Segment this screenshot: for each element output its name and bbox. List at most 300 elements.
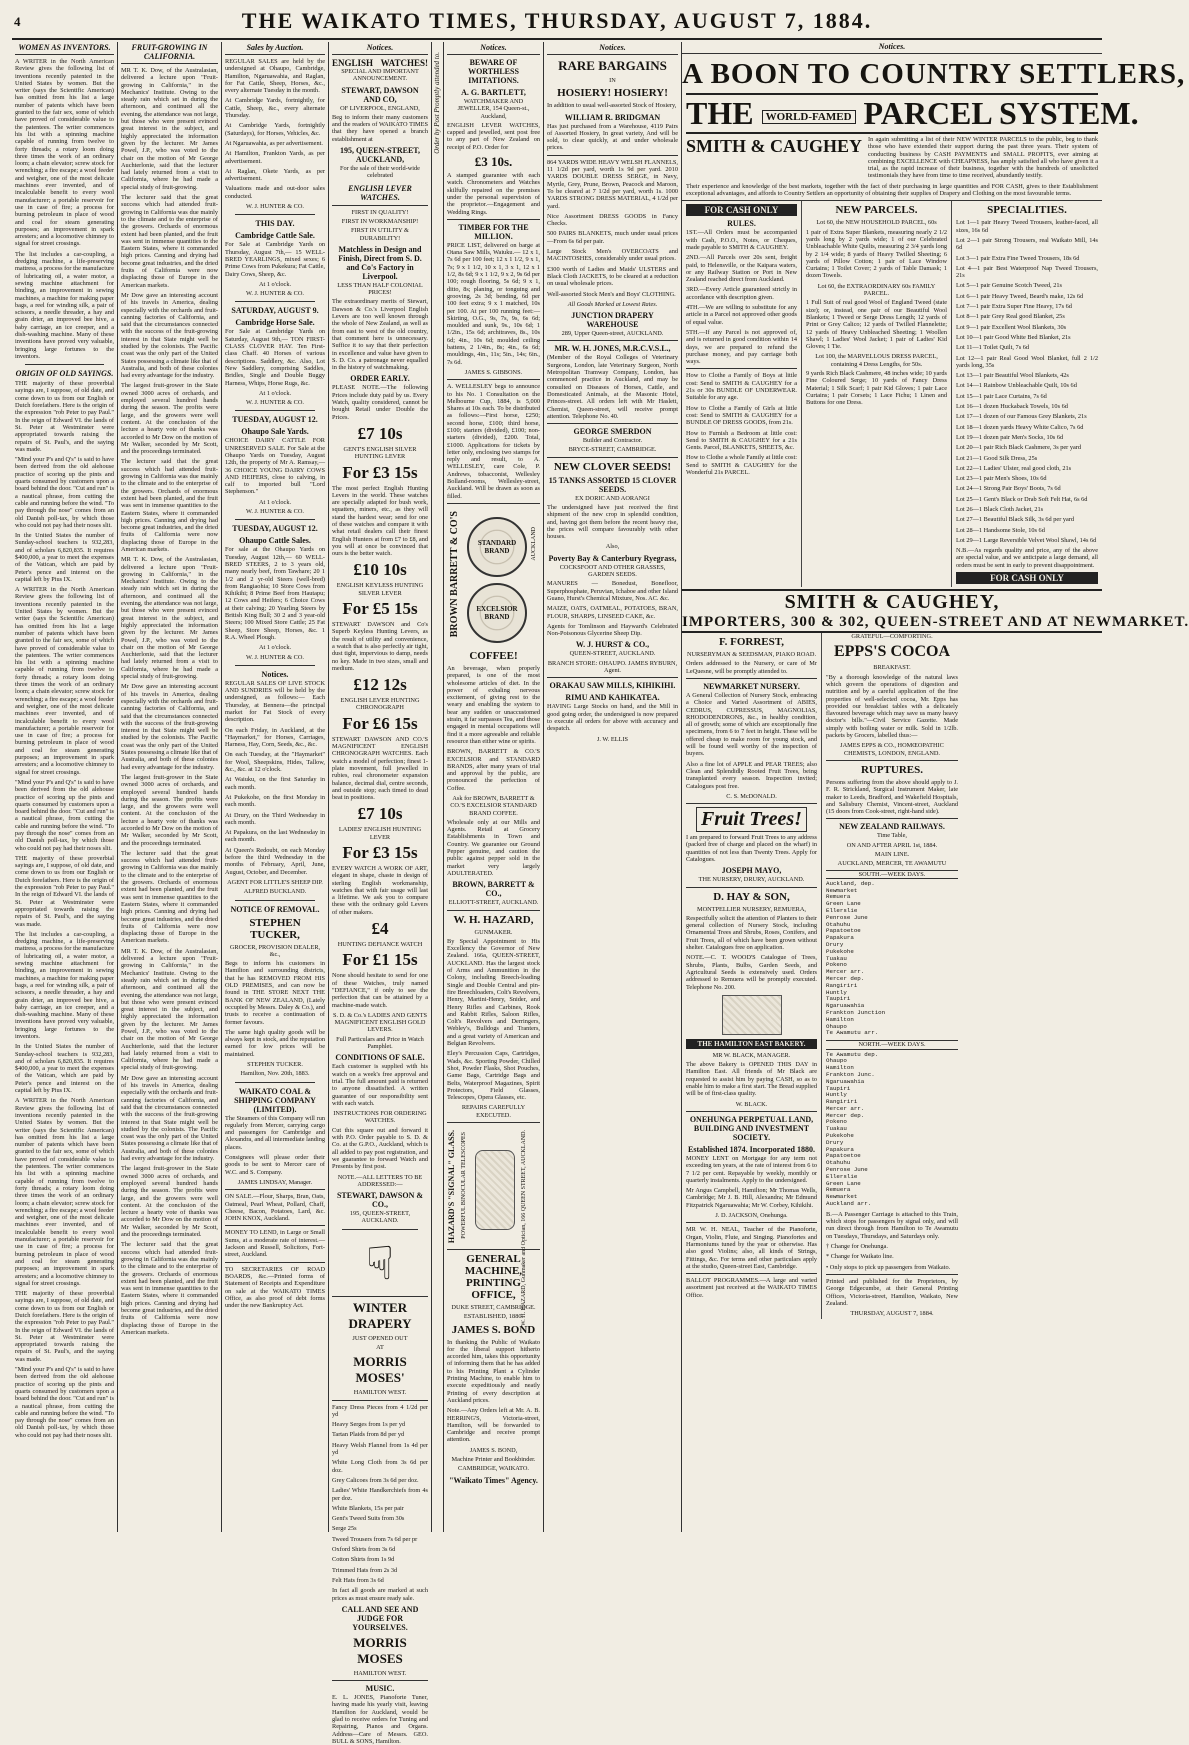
article-heading: WOMEN AS INVENTORS. <box>15 42 114 55</box>
divider <box>447 1122 540 1123</box>
timetable-station: Pokeno <box>826 961 847 969</box>
price-now: For £3 15s <box>342 462 418 482</box>
timetable-station: Drury <box>826 941 844 949</box>
firm-city-vertical: AUCKLAND <box>531 526 537 561</box>
printer-signature: JAMES S. BOND, <box>469 1446 518 1454</box>
signal-glass-vertical: HAZARD'S "SIGNAL" GLASS. <box>447 1129 456 1244</box>
ad-text: BROWN, BARRETT & CO.'S EXCELSIOR and STANDARD BRANDS, after many years of trial and approval by the public, are pronounced the perfection of Coffee. <box>447 748 540 792</box>
article-paragraph: The largest fruit-grower in the State owned 3000 acres of orchards, and employed several hundred hands during the season. The profits were large, and the growers were well content. At the conclusion of the lecture a hearty vote of thanks was accorded to Mr Dow on the motion of Mr Walker, seconded by Mr Scott, and the proceedings terminated. <box>121 773 218 847</box>
ad-text: REGULAR SALES OF LIVE STOCK AND SUNDRIES will be held by the undersigned, as follows:— Each Thursday, at Bennera—the principal market for Fat Stock of every description. <box>225 679 325 724</box>
ad-text: Nice Assortment DRESS GOODS in Fancy Checks. <box>547 212 678 228</box>
nursery-address: MONTPELLIER NURSERY, REMUERA, <box>696 905 807 913</box>
parcel-items: 9 yards Rich Black Cashmere, 48 inches wide; 10 yards Fine Coloured Serge; 10 yards of Fancy Dress Material; 1 Silk Scarf; 1 pair Kid Gloves; 1 pair Lace Curtains; 1 pair Corsets; 1 Lace Fichu; 1 Linen and Buttons for one Dress. <box>806 370 947 407</box>
speciality-item: Lot 27—1 Beautiful Black Silk, 3s 6d per yard <box>956 516 1075 524</box>
warehouse-name: JUNCTION DRAPERY WAREHOUSE <box>571 311 654 330</box>
ad-text: Agents for Tomlinson and Hayward's Celebrated Non-Poisonous Glycerine Sheep Dip. <box>547 622 678 638</box>
timetable-note: † Change for Onehunga. <box>826 1243 888 1251</box>
auctioneer-signature: W. J. HUNTER & CO. <box>245 399 304 407</box>
firm-address: IMPORTERS, 300 & 302, QUEEN-STREET AND AT NEWMARKET. <box>682 614 1189 631</box>
store-name: MORRIS MOSES <box>353 1634 407 1666</box>
price-list-item: Heavy Serges from 1s per yd <box>332 1421 406 1429</box>
speciality-item: Lot 23—1 pair Men's Shoes, 10s 6d <box>956 475 1047 483</box>
ad-text: At Queen's Redoubt, on each Monday before the third Wednesday in the months of February, April, June, August, October, and December. <box>225 846 325 876</box>
sale-day: TUESDAY, AUGUST 12. <box>232 524 318 534</box>
article-paragraph: The list includes a car-coupling, a dredging machine, a life-preserving mattress, a process for the manufacture of lubricating oil, a water motor, a sewing machine attachment for binding, an improvement in sewing machines, a machine for making paper bags, a reel for winding silk, a pair of scissors, a needle threader, a hay and grain drier, an improved bee hive, a baby carriage, an ice creeper, and a dish-washing machine. Many of these inventions have proved very valuable, bringing large fortunes to the inventors. <box>15 250 114 360</box>
auctioneer-signature: W. J. HUNTER & CO. <box>245 290 304 298</box>
price: £3 10s. <box>474 154 513 170</box>
divider <box>342 1229 418 1230</box>
timetable-station: Mercer arr. <box>826 968 865 976</box>
speciality-item: Lot 24—1 Strong Pair Boys' Boots, 7s 6d <box>956 485 1061 493</box>
ad-text: In addition to usual well-assorted Stock of Hosiery, <box>547 102 677 110</box>
timetable-station: Ngaruawahia <box>826 1077 865 1085</box>
article-paragraph: THE majority of these proverbial sayings are, I suppose, of old date, and come down to us from our English or Dutch forefathers. Here is the origin of the expression "rob Peter to pay Paul." In the reign of Edward VI. the lands of St. Peter at Westminster were appropriated towards raising the repairs of St. Paul's, and the saying was made. <box>15 1290 114 1363</box>
notice-heading: NOTICE OF REMOVAL. <box>230 904 320 914</box>
printer-name: JAMES S. BOND <box>451 1323 536 1336</box>
ad-text: Respectfully solicit the attention of Planters to their general collection of Nursery Stock, including Ornamental Trees and Shrubs, Roses, Conifers, and Fruit Trees, all of which have been grown without shelter. Catalogues free on application. <box>686 914 817 952</box>
timetable-station: Mercer dep. <box>826 1111 865 1119</box>
divider <box>235 519 315 520</box>
article-paragraph: "Mind your P's and Q's" is said to have been derived from the old alehouse practice of scoring up the pints and quarts consumed by customers upon a board behind the door. "Cut and run" is a nautical phrase, from cutting the cable and running before the wind. "To pay through the nose" comes from an old Danish poll-tax, by which those who could not pay had their noses slit. <box>15 456 114 529</box>
firm-name: W. J. HURST & CO., <box>575 640 650 650</box>
speciality-item: Lot 13—1 pair Beautiful Wool Blankets, 42s <box>956 372 1069 380</box>
ad-text: The above Bakery is OPENED THIS DAY in Hamilton East. All friends of Mr Black are requested to assist him by paying CASH, so as to enable him to make a first start. The Bread supplied will be of first-class quality. <box>686 1061 817 1098</box>
price-list-item: White Blankets, 15s per pair <box>332 1504 404 1512</box>
price-list-item: Ladies' White Handkerchiefs from 4s per doz. <box>332 1487 428 1502</box>
instructions-heading: INSTRUCTIONS FOR ORDERING WATCHES. <box>333 1110 427 1125</box>
ad-text: EVERY WATCH A WORK OF ART, elegant in shape, chaste in design of sterling English workmanship, watches that with fair usage will last a lifetime. We ask you to compare these with the ordinary gold Levers of other makers. <box>332 865 428 916</box>
article-paragraph: MR T. K. Dow, of the Australasian, delivered a lecture upon "Fruit-growing in California," in the Mechanics' Institute. Owing to the steady rain which set in during the afternoon, and continued all the evening, the attendance was not large, but those who were present evinced great interest in the subject, and highly appreciated the information given by the lecturer. Mr James Powel, J.P., who was voted to the chair on the motion of Mr George Auchterlonie, said that the lecturer had lately returned from a visit to California, where he had made a special study of fruit-growing. <box>121 947 218 1072</box>
speciality-item: Lot 28—1 Handsome Stole, 10s 6d <box>956 526 1045 534</box>
price-list-item: Tartan Plaids from 8d per yd <box>332 1431 405 1439</box>
price-was: £7 10s <box>357 423 403 443</box>
specialities-column <box>952 201 1102 587</box>
sawmill-signature: J. W. ELLIS <box>596 735 629 743</box>
article-paragraph: "Mind your P's and Q's" is said to have been derived from the old alehouse practice of scoring up the pints and quarts consumed by customers upon a board behind the door. "Cut and run" is a nautical phrase, from cutting the cable and running before the wind. "To pay through the nose" comes from an old Danish poll-tax, by which those who could not pay had their noses slit. <box>15 778 114 852</box>
section-heading: Notices. <box>332 42 428 55</box>
divider <box>547 340 678 341</box>
divider <box>547 677 678 678</box>
auctioneer-signature: W. J. HUNTER & CO. <box>245 508 304 516</box>
notice-heading: WAIKATO COAL & SHIPPING COMPANY (LIMITED). <box>234 1086 316 1114</box>
parcel-items: 1 pair of Extra Super Blankets, measuring nearly 2 1/2 yards long by 2 yards wide; 1 of our Celebrated Unbleachable White Quilts, measuring 2 3/4 yards long by 2 1/4 wide; 8 yards of Heavy Twilled Sheeting; 6 yards of Pillow Cotton; 1 pair of Lace Window Curtains; 1 Toilet Cover; 2 yards of Table Damask; 1 dozen Towels. <box>806 228 947 280</box>
epps-tagline: GRATEFUL—COMFORTING. <box>851 633 933 641</box>
ad-text: TO SECRETARIES OF ROAD BOARDS, &c.—Printed forms of Statement of Receipts and Expenditure on sale at the WAIKATO TIMES Office, as also proof of debt forms under the new Bankruptcy Act. <box>225 1265 325 1310</box>
ad-call: CALL AND SEE AND JUDGE FOR YOURSELVES. <box>341 1604 419 1632</box>
ad-text: Eley's Percussion Caps, Cartridges, Wads, &c. Sporting Powder, Chilled Shot, Powder Flasks, Shot Pouches, Game Bags, Cartridge Bags and Belts, Waterproof Magazines, Spirit Protectors, Field Glasses, Telescopes, Opera Glasses, etc. <box>447 1050 540 1102</box>
ad-text: By Special Appointment to His Excellency the Governor of New Zealand. 166a, QUEEN-STREET, AUCKLAND. Has the largest stock of Arms and Ammunition in the Colony, including Breech-loading Single and Double Central and pin-fire Breechloaders, Colt's Revolvers, Henry, Martini-Henry, Snider, and Henry Rifles and Carbines, Rook and Rabbit Rifles, Saloon Rifles, Colt's Revolvers and Derringers, Webley's, Bulldogs and Tranters, and a great variety of American and Belgian Revolvers. <box>447 937 540 1048</box>
ad-text: Ask for BROWN, BARRETT & CO.'S EXCELSIOR STANDARD BRAND COFFEE. <box>450 795 537 817</box>
coffee-ad-seals <box>447 507 540 647</box>
ad-text: In again submitting a list of their NEW WINTER PARCELS to the public, beg to thank those who have extended their support during the past three years. Their system of conducting business by CASH PAYMENTS and SMALL PROFITS, ever aiming at combining EXCELLENCE with CHEAPNESS, has amply satisfied all who have given it a trial, as the rapid increase of their business, together with the hundreds of unsolicited testimonials they have from time to time received, abundantly testify. <box>868 136 1098 180</box>
divider <box>225 1189 325 1190</box>
article-paragraph: The lecturer said that the great success which had attended fruit-growing in California was due mainly to the climate and to the enterprise of the growers. Orchards of enormous extent had been planted, and the fruit was sent in immense quantities to the Eastern States, where it commanded high prices. Canning and drying had become great industries, and the dried fruits of California were now displacing those of Europe in the American markets. <box>121 458 218 553</box>
firm-name: BROWN, BARRETT & CO., <box>452 880 535 899</box>
divider <box>826 818 958 819</box>
divider <box>25 364 104 365</box>
timetable-station: Newmarket <box>826 1193 858 1201</box>
rupture-heading: RUPTURES. <box>860 763 924 776</box>
timetable-station: Mercer dep. <box>826 975 865 983</box>
store-location: HAMILTON WEST. <box>353 1389 407 1397</box>
rule-item: 1ST.—All Orders must be accompanied with Cash, P.O.O., Notes, or Cheques, made payable to SMITH & CAUGHEY. <box>686 229 797 251</box>
timetable-station: Green Lane <box>826 1179 861 1187</box>
ad-text: For the sale of their world-wide celebrated <box>340 165 420 180</box>
timetable-station: Taupiri <box>826 1084 851 1092</box>
ad-text: Consignees will please order their goods to be sent to Mercer care of W.C. and S. Company. <box>225 1154 325 1176</box>
timetable-station: Rangiriri <box>826 981 858 989</box>
timetable-station: Remuera <box>826 893 851 901</box>
ad-headline: HOSIERY! HOSIERY! <box>557 87 668 100</box>
ad-text: "By a thorough knowledge of the natural laws which govern the operations of digestion and nutrition and by a careful application of the fine properties of well-selected cocoa, Mr. Epps has provided our breakfast tables with a delicately flavoured beverage which may save us many heavy doctor's bills."—Civil Service Gazette. Made simply with boiling water or milk. Sold in 1/2lb. packets by Grocers, labelled thus:— <box>826 673 958 740</box>
timetable-station: Penrose June <box>826 1166 868 1174</box>
epps-railway-column <box>822 633 962 1319</box>
divider <box>686 678 817 679</box>
auctioneer-signature: W. J. HUNTER & CO. <box>245 203 304 211</box>
divider <box>686 887 817 888</box>
timetable-station: Hamilton <box>826 1064 854 1072</box>
divider <box>235 410 315 411</box>
fruit-trees-heading: Fruit Trees! <box>696 807 807 832</box>
clover-tanks: 15 TANKS ASSORTED 15 CLOVER SEEDS. <box>548 475 677 494</box>
speciality-item: Lot 2—1 pair Strong Trousers, real Waikato Mill, 14s 6d <box>956 236 1098 252</box>
price-was: £12 12s <box>353 675 407 695</box>
divider <box>447 219 540 220</box>
timetable-station: Taupiri <box>826 995 851 1003</box>
divider <box>547 457 678 458</box>
article-paragraph: THE majority of these proverbial sayings are, I suppose, of old date, and come down to us from our English or Dutch forefathers. Here is the origin of the expression "rob Peter to pay Paul." In the reign of Edward VI. the lands of St. Peter at Westminster were appropriated towards raising the repairs of St. Paul's, and the saying was made. <box>15 380 114 453</box>
watch-ad-title: ENGLISH WATCHES! <box>332 58 428 68</box>
price-was: £4 <box>371 919 389 939</box>
ad-text: PRICE LIST, delivered on barge at Otana Saw Mills, Waiuku.— 12 x 1, 7s 6d per 100 feet; 12 x 1 1/2, 9 x 1, 7s; 9 x 1 1/2, 10 x 1, 3 x 1, 12 x 1 1/2, 8s 6d; 9 x 1 1/2, 9 x 2, 9s 6d per 100; rough flooring, 5s 6d; 9 x 1, ditto, 8s; planing, or tonguing and grooving, 2s 3d; bending, 6d per 100 feet extra; 9 x 1 matched, 10s per 100. At per 100 running feet:—Skirting, O.G., 9s, 7s, 9s, 6s 6d; moulded and sunk, 9s., 10s 6d; 1 1/2in., 15s 6d; architraves, 8s., 10s 6d; 4in., 10s 6d; moulded ceiling battens, 2 1/4in., 8s; 4in., 6s 6d; mouldings, 4in., 11s; 5in., 14s; 6in., 7s 6d. <box>447 241 540 366</box>
world-famed-badge: WORLD-FAMED <box>762 110 856 124</box>
speciality-item: Lot 5—1 pair Genuine Scotch Tweed, 21s <box>956 282 1062 290</box>
divider <box>686 1222 817 1223</box>
price-list-item: Serge 25s <box>332 1525 357 1533</box>
sawmill-heading: ORAKAU SAW MILLS, KIHIKIHI. <box>549 681 676 691</box>
ad-text: Has just purchased from a Warehouse, 4119 Pairs of Assorted Hosiery, In great variety, And will be sold, to clear quickly, at and under wholesale prices. <box>547 122 678 152</box>
store-location: HAMILTON WEST. <box>353 1669 407 1677</box>
timetable-station: Papakura <box>826 1145 854 1153</box>
order-heading: ORDER EARLY. <box>350 374 410 384</box>
article-paragraph: The lecturer said that the great success which had attended fruit-growing in California was due mainly to the climate and to the enterprise of the growers. Orchards of enormous extent had been planted, and the fruit was sent in immense quantities to the Eastern States, where it commanded high prices. Canning and drying had become great industries, and the dried fruits of California were now displacing those of Europe in the American markets. <box>121 849 218 945</box>
sale-time: At 1 o'clock. <box>258 389 292 397</box>
price-list-item: Cotton Shirts from 1s 9d <box>332 1556 395 1564</box>
parcel-columns <box>682 200 1102 587</box>
line-route: AUCKLAND, MERCER, TE AWAMUTU <box>837 860 947 868</box>
south-timetable <box>826 881 958 1037</box>
speciality-item: Lot 3—1 pair Extra Fine Tweed Trousers, 18s 6d <box>956 254 1080 262</box>
price-list-item: Trimmed Hats from 2s 3d <box>332 1566 398 1574</box>
ryegrass-line: Poverty Bay & Canterbury Ryegrass, <box>548 553 677 563</box>
column-2 <box>118 42 222 1532</box>
article-paragraph: Mr Dow gave an interesting account of his travels in America, dealing especially with the orchards and fruit-canning factories of California, and said that the circumstances connected with the success of the fruit-growing interest in that State might well be studied by the colonists. The Pacific coast was the only part of the United States possessing a climate like that of Australia, and both of these colonies had every advantage for the industry. <box>121 1074 218 1163</box>
divider <box>826 1274 958 1275</box>
importers-banner <box>682 589 1189 633</box>
timetable-station: Otahuhu <box>826 1159 851 1167</box>
builder-name: GEORGE SMERDON <box>573 427 652 437</box>
article-paragraph: A WRITER in the North American Review gives the following list of inventions recently patented in the United States by women. But the writer (says the Scientific American) has omitted from his list a large number of patents which have been granted to the fair sex, some of which have proved of considerable value to the patentees. The writer commences his list with a spinning machine capable of running from twelve to forty threads; a rotary loom doing three times the work of an ordinary loom; a chain elevator; screw stock for wrenching; a fire escape; a wool feeder and weigher, one of the most delicate machines ever invented, and of incalculable benefit to every wool manufacturer; a portable reservoir for use in case of fire; a process for burning petroleum in place of wood and coal for steam generating purposes; an improvement in spark arresters; and a locomotive chimney to signal for street crossings. <box>15 58 114 248</box>
speciality-item: Lot 12—1 pair Real Good Wool Blanket, full 2 1/2 yards long, 35s <box>956 354 1098 369</box>
nursery-heading: NEWMARKET NURSERY. <box>703 681 800 691</box>
divider <box>332 1296 428 1297</box>
timetable-station: Green Lane <box>826 900 861 908</box>
firm-address: ELLIOTT-STREET, AUCKLAND. <box>448 899 539 907</box>
bakery-illustration <box>722 995 782 1035</box>
ad-subline: AT <box>376 1343 384 1351</box>
sale-title: Cambridge Cattle Sale. <box>235 231 315 241</box>
column-3 <box>222 42 329 1532</box>
timetable-station: Huntly <box>826 1091 847 1099</box>
binoculars-illustration <box>475 1150 515 1230</box>
timetable-station: Papatoetoe <box>826 1152 861 1160</box>
timetable-title: Time Table, <box>877 832 907 840</box>
article-paragraph: The list includes a car-coupling, a dredging machine, a life-preserving mattress, a process for the manufacture of lubricating oil, a water motor, a sewing machine attachment for binding, an improvement in sewing machines, a machine for making paper bags, a reel for winding silk, a pair of scissors, a needle threader, a hay and grain drier, an improved bee hive, a baby carriage, an ice creeper, and a dish-washing machine. Many of these inventions have proved very valuable, bringing large fortunes to the inventors. <box>15 930 114 1040</box>
ad-text: MANURES — Bonedust, Bonefloor, Superphosphate, Peruvian, Ichaboe and other Island Guano, Hurst's Chemical Mixture, Nos. AC. &c. <box>547 580 678 602</box>
how-to-item: How to Clothe a Family of Girls at little cost: Send to SMITH & CAUGHEY for a BUNDLE OF DRESS GOODS, from 21s. <box>686 404 797 427</box>
printer-trade: Machine Printer and Bookbinder. <box>451 1456 536 1464</box>
ad-text: The Steamers of this Company will run regularly from Mercer, carrying cargo and passengers for Cambridge and Alexandra, and all intermediate landing places. <box>225 1114 325 1151</box>
ad-text: ENGLISH LEVER WATCHES, capped and jewelled, sent post free to any part of New Zealand on receipt of P.O. Order for <box>447 121 540 151</box>
standard-brand-seal: STANDARD BRAND <box>467 517 527 577</box>
divider <box>447 910 540 911</box>
parcel-items: 1 Full Suit of real good Wool of England Tweed (state size); or, instead, one pair of our Beautiful Wool Blankets; 1 Tweed or Serge Dress Length; 12 yards of Print or Grey Calico; 12 yards of Twilled Flannelette; 12 yards of Heavy Unbleached Sheeting; 1 Woollen Shawl; 1 Ladies' Wool Jacket; 1 pair of Ladies' Kid Gloves; 1 Tie. <box>806 299 947 351</box>
firm-address: QUEEN-STREET, AUCKLAND. <box>569 650 656 658</box>
sale-day: TUESDAY, AUGUST 12. <box>232 415 318 425</box>
price-list-item: Grey Calicoes from 3s 6d per doz. <box>332 1476 419 1484</box>
smith-caughey-intro <box>682 136 1102 183</box>
article-paragraph: THE majority of these proverbial sayings are, I suppose, of old date, and come down to us from our English or Dutch forefathers. Here is the origin of the expression "rob Peter to pay Paul." In the reign of Edward VI. the lands of St. Peter at Westminster were appropriated towards raising the repairs of St. Paul's, and the saying was made. <box>15 854 114 928</box>
epps-heading: EPPS'S COCOA <box>833 643 950 661</box>
timetable-station: Pukekohe <box>826 1132 854 1140</box>
conditions-heading: CONDITIONS OF SALE. <box>335 1053 425 1063</box>
price-now: For £5 15s <box>342 599 418 619</box>
speciality-item: Lot 11—1 Toilet Quilt, 7s 6d <box>956 344 1030 352</box>
article-paragraph: MR T. K. Dow, of the Australasian, delivered a lecture upon "Fruit-growing in California," in the Mechanics' Institute. Owing to the steady rain which set in during the afternoon, and continued all the evening, the attendance was not large, but those who were present evinced great interest in the subject, and highly appreciated the information given by the lecturer. Mr James Powel, J.P., who was voted to the chair on the motion of Mr George Auchterlonie, said that the lecturer had lately returned from a visit to California, where he had made a special study of fruit-growing. <box>121 67 218 191</box>
speciality-item: Lot 22—1 Ladies' Ulster, real good cloth, 21s <box>956 464 1072 472</box>
ad-text: (Member of the Royal Colleges of Veterinary Surgeons, London, late Veterinary Surgeon, North Metropolitan Tramway Company, London, has commenced practice in Auckland, and may be consulted on Diseases of Horses, Cattle, and Domesticated Animals, at the Masonic Hotel, Princes-street. All orders left with Mr Haslett, Chemist, Queen-street, will receive prompt attention. Telephone No. 40. <box>547 354 678 420</box>
nursery-name: D. HAY & SON, <box>713 890 790 903</box>
timetable-station: Ohaupo <box>826 1057 847 1065</box>
timetable-station: Rangiriri <box>826 1098 858 1106</box>
main-line: MAIN LINE. <box>874 851 910 858</box>
timetable-station: Te Awamutu arr. <box>826 1029 879 1037</box>
speciality-item: Lot 10—1 pair Good White Bed Blanket, 21s <box>956 333 1071 341</box>
firm-vertical: BROWN BARRETT & CO'S <box>449 510 460 638</box>
newspaper-title: THE WAIKATO TIMES, THURSDAY, AUGUST 7, 1884. <box>241 8 873 33</box>
binocular-label: POWERFUL BINOCULAR TELESCOPES <box>461 1131 467 1239</box>
ad-text: For Sale at Cambridge Yards on Saturday, August 9th,— TON FIRST-CLASS CLOVER HAY. Ten First-class Chaff. 40 Horses of various descriptions. Saddlery, &c. Also, Lot New Saddlery, comprising Saddles, Bridles, Single and Double Buggy Harness, Whips, Horse Rugs, &c. <box>225 328 325 387</box>
nursery-address: THE NURSERY, DRURY, AUCKLAND. <box>698 876 805 884</box>
merchant-name: A. G. BARTLETT, <box>461 88 526 97</box>
masthead <box>12 6 1102 40</box>
timetable-note: * Change for Waikato line. <box>826 1253 894 1261</box>
divider <box>235 214 315 215</box>
announcement: SPECIAL AND IMPORTANT ANNOUNCEMENT. <box>341 68 419 83</box>
timetable-station: Auckland arr. <box>826 1200 872 1208</box>
section-heading: Notices. <box>261 669 289 679</box>
firm-address: 195, QUEEN-STREET, AUCKLAND. <box>349 1210 411 1225</box>
merchant-signature: JAMES S. GIBBONS. <box>464 368 523 376</box>
vertical-notice: Order by Post Promptly attended to. <box>433 52 441 154</box>
timetable-station: Remuera <box>826 1186 851 1194</box>
how-to-item: How to Clothe a whole Family at little cost: Send to SMITH & CAUGHEY for the Wonderful 21s PARCEL. <box>686 454 797 476</box>
railways-heading: NEW ZEALAND RAILWAYS. <box>839 822 945 832</box>
divider <box>332 1400 428 1401</box>
rules-column <box>682 201 802 587</box>
speciality-item: Lot 26—1 Black Cloth Jacket, 21s <box>956 505 1044 513</box>
merchant-trade: WATCHMAKER AND JEWELLER, 154 Queen-st., Auckland, <box>457 98 530 120</box>
timetable-station: Te Awamutu dep. <box>826 1050 879 1058</box>
ad-text: E. L. JONES, Pianoforte Tuner, having made his yearly visit, leaving Hamilton for Auckland, would be glad to receive orders for Tuning and Repairing, Pianos and Organs. Address—Care of Messrs. GEO. BULL & SONS, Hamilton. <box>332 1694 428 1745</box>
product-name: S. D. & Co.'s LADIES AND GENTS MAGNIFICENT ENGLISH GOLD LEVERS. <box>332 1011 428 1034</box>
timetable-station: Otahuhu <box>826 920 851 928</box>
ad-text: MAIZE, OATS, OATMEAL, POTATOES, BRAN, FLOUR, SHARPS, LINSEED CAKE, &c. <box>547 605 678 620</box>
how-to-item: How to Clothe a Family of Boys at little cost: Send to SMITH & CAUGHEY for a 21s or 30s BUNDLE OF UNDERWEAR. Suitable for any age. <box>686 372 797 402</box>
column-1 <box>12 42 118 1532</box>
divider <box>686 803 817 804</box>
music-heading: MUSIC. <box>365 1684 395 1694</box>
ad-text: Persons suffering from the above should apply to J. F. R. Strickland, Surgical Instrument Maker, late maker to Leeds, Bradford, and Wakefield Hospitals, and Salisbury Chemist, Vincent-street, Auckland (15 doors from Cook-street, right-hand side). <box>826 778 958 816</box>
ad-text: Mr Angus Campbell, Hamilton; Mr Thomas Wells, Cambridge; Mr J. B. Hill, Alexandra; Mr Edmund Fitzpatrick Ngaruawahia; Mr W. Corbey, Kihikihi. <box>686 1187 817 1209</box>
article-paragraph: The lecturer said that the great success which had attended fruit-growing in California was due mainly to the climate and to the enterprise of the growers. Orchards of enormous extent had been planted, and the fruit was sent in immense quantities to the Eastern States, where it commanded high prices. Canning and drying had become great industries, and the dried fruits of California were now displacing those of Europe in the American markets. <box>121 1241 218 1336</box>
ad-text: A. WELLESLEY begs to announce to his No. 1 Consultation on the Melbourne Cup, 1884, is 5,000 Shares at 10s each. To be distributed as follows:—First horse, £250; second horse, £100; third horse, £100; starters (divided), £100; non-starters (divided), £200. Total, £1000. Applications for tickets by letter only, enclosing two stamps for reply and result, to A. WELLESLEY, care Cole, P. Andrews, tobacconist, Wellesley Bolland-rooms, Wellesley-street, Auckland. Will be drawn as soon as filled. <box>447 383 540 500</box>
speciality-item: Lot 7—1 pair Extra Super Fine Heavy, 17s 6d <box>956 303 1072 311</box>
speciality-item: Lot 8—1 pair Grey Real good Blanket, 25s <box>956 313 1065 321</box>
section-heading: Notices. <box>547 42 678 55</box>
north-timetable <box>826 1052 958 1208</box>
article-paragraph: Mr Dow gave an interesting account of his travels in America, dealing especially with the orchards and fruit-canning factories of California, and said that the circumstances connected with the success of the fruit-growing interest in that State might well be studied by the colonists. The Pacific coast was the only part of the United States possessing a climate like that of Australia, and both of these colonies had every advantage for the industry. <box>121 291 218 380</box>
new-parcels-heading: NEW PARCELS. <box>835 204 918 217</box>
ad-text: 864 YARDS WIDE HEAVY WELSH FLANNELS, 11 1/2d per yard, worth 1s 9d per yard. 2010 YARDS DOUBLE DRESS SERGE, in Navy, Myrtle, Grey, Prune, Brown, Peacock and Maroon, To be cleared at 7 1/2d per yard, worth 1s. 1000 YARDS STRONG DRESS MATERIAL, 4 1/2d per yard. <box>547 158 678 210</box>
manager-signature: JAMES LINDSAY, Manager. <box>237 1178 313 1186</box>
ad-text: At Ngaruawahia, as per advertisement. <box>225 139 323 147</box>
sale-time: At 1 o'clock. <box>258 498 292 506</box>
ad-text: Beg to inform their many customers and the readers of WAIKATO TIMES that they have opened a branch establishment at <box>332 113 428 143</box>
tagline: FIRST IN QUALITY! <box>351 208 409 216</box>
speciality-item: Lot 19—1 dozen pair Men's Socks, 10s 6d <box>956 433 1064 441</box>
ad-text: BALLOT PROGRAMMES.—A large and varied assortment just received at the WAIKATO TIMES Office. <box>686 1277 817 1299</box>
article-heading: ORIGIN OF OLD SAYINGS. <box>15 369 114 379</box>
tagline: Matchless in Design and Finish, Direct from S. D. and Co's Factory in Liverpool. <box>338 244 422 281</box>
price-list-item: Tweed Trousers from 7s 6d per pr <box>332 1535 418 1543</box>
ad-text: Full Particulars and Price in Watch Pamphlet. <box>336 1035 424 1051</box>
ad-headline: RARE BARGAINS <box>558 58 667 73</box>
ad-text: On each Friday, in Auckland, at the "Haymarket," for Horses, Carriages, Harness, Hay, Corn, Seeds, &c., &c. <box>225 726 325 749</box>
speciality-item: Lot 18—1 dozen yards Heavy White Calico, 7s 6d <box>956 423 1084 431</box>
divider <box>332 205 428 206</box>
timetable-station: Ellerslie <box>826 1172 858 1180</box>
printing-est: ESTABLISHED, 1880. <box>463 1313 524 1321</box>
ad-text: For sale at the Ohaupo Yards on Tuesday, August 12th,— 60 WELL-BRED STEERS, 2 to 3 years old, many nearly beef, from Tawhare; 20 1 1/2 and 2 yr-old Steers (well-bred) from Rangiaohia; 10 Store Cows from Kihikihi; 8 Prime Beef from Hautapu; 12 Cows and Heifers; 6 Choice Cows at their calving; 20 Yearling Steers by British King Bull; 30 2 and 3 year-old Steers; 100 Mixed Store Cattle; 25 Fat Sheep, Store Sheep, Horses, &c. 1 R.A. Wheel Plough. <box>225 546 325 641</box>
sale-title: Ohaupo Sale Yards. <box>241 427 309 437</box>
timetable-station: Mercer arr. <box>826 1104 865 1112</box>
timetable-station: Frankton Junc. <box>826 1070 875 1078</box>
parcel-title: Lot 100, the MARVELLOUS DRESS PARCEL, containing 4 Dress Lengths, for 50s. <box>815 353 938 368</box>
speciality-item: Lot 16—1 dozen Huckaback Towels, 10s 6d <box>956 403 1068 411</box>
product-name: ENGLISH KEYLESS HUNTING SILVER LEVER <box>336 582 424 597</box>
price-was: £7 10s <box>357 804 403 824</box>
timetable-station: Huntly <box>826 988 847 996</box>
product-name: GENT'S ENGLISH SILVER HUNTING LEVER <box>343 445 417 461</box>
ad-text: An beverage, when properly prepared, is one of the most wholesome articles of diet. In the power of exhaling nervous excitement, of giving rest to the weary and enabling the system to bear any sudden or unaccustomed strain, it far surpasses Tea, and those engaged in mental occupations will find it a more agreeable and reliable resource than either wine or spirits. <box>447 664 540 745</box>
grasses-line: COCKSFOOT AND OTHER GRASSES, GARDEN SEEDS. <box>559 563 666 579</box>
product-heading: ENGLISH LEVER WATCHES. <box>348 183 412 202</box>
cash-only-banner: FOR CASH ONLY <box>686 204 797 216</box>
ad-text: STEWART DAWSON AND CO.'S MAGNIFICENT ENGLISH CHRONOGRAPH WATCHES. Each watch a model of perfection; finest 1-plate movement, full jewelled in rubies, real chronometer expansion balance, decimal dial, centre seconds, and outside stop; each timed to dead beat in positions. <box>332 735 428 802</box>
divider <box>225 1225 325 1226</box>
imprint-date: THURSDAY, AUGUST 7, 1884. <box>850 1310 934 1318</box>
timetable-note: B.—A Passenger Carriage is attached to this Train, which stops for passengers by signal only, and will run direct through from Hamilton to Te Awamutu on Tuesdays, Thursdays, and Saturdays only. <box>826 1210 958 1240</box>
agent-name: ALFRED BUCKLAND. <box>243 888 307 896</box>
ad-text: At Papakura, on the last Wednesday in each month. <box>225 829 325 844</box>
merchant-name: STEPHEN TUCKER, <box>249 916 301 941</box>
ad-text: 500 PAIRS BLANKETS, much under usual prices—From 6s 6d per pair. <box>547 230 678 245</box>
excelsior-brand-seal: EXCELSIOR BRAND <box>467 583 527 643</box>
ad-text: £300 worth of Ladies and Maids' ULSTERS and Black Cloth JACKETS, to be cleared at a reduction on usual wholesale prices. <box>547 265 678 288</box>
ad-text: Note.—Any Orders left at Mr. A. B. HERRING'S, Victoria-street, Hamilton, will be forwarded to Cambridge and receive prompt attention. <box>447 1407 540 1444</box>
how-to-item: How to Furnish a Bedroom at little cost: Send to SMITH & CAUGHEY for a 21s Gents. Parcel, BLANKETS, SHEETS, &c. <box>686 429 797 452</box>
north-heading: NORTH.—WEEK DAYS. <box>826 1040 958 1049</box>
product-name: LADIES' ENGLISH HUNTING LEVER <box>338 826 422 841</box>
rule-item: 3RD.—Every Article guaranteed strictly in accordance with description given. <box>686 286 797 301</box>
ad-text: In thanking the Public of Waikato for the liberal support hitherto accorded him, takes this opportunity of informing them that he has added to his Printing Plant a Cylinder Printing Machine, to enable him to execute expeditiously and neatly Printing of every description at Auckland prices. <box>447 1338 540 1404</box>
column-8 <box>682 42 1189 1532</box>
printing-office: GENERAL MACHINE, PRINTING OFFICE, <box>464 1252 523 1301</box>
ad-text: At Raglan, Okete Yards, as per advertisement. <box>225 167 325 183</box>
speciality-item: Lot 21—1 Good Silk Dress, 25s <box>956 454 1038 462</box>
repairs-line: REPAIRS CAREFULLY EXECUTED. <box>461 1104 526 1119</box>
timetable-station: Pokeno <box>826 1118 847 1126</box>
parcel-title: Lot 60, the EXTRAORDINARY 60s FAMILY PARCEL. <box>817 282 936 298</box>
ad-subline: JUST OPENED OUT <box>352 1334 408 1342</box>
divider <box>826 760 958 761</box>
section-heading: Sales by Auction. <box>225 42 325 55</box>
product-name: ENGLISH LEVER HUNTING CHRONOGRAPH <box>340 697 420 712</box>
epps-subheading: BREAKFAST. <box>873 664 911 672</box>
column-4 <box>329 42 432 1745</box>
divider <box>225 1262 325 1263</box>
parcel-title: Lot 60, the NEW HOUSEHOLD PARCEL, 60s <box>816 219 937 227</box>
speciality-item: Lot 14—1 Rainbow Unbleachable Quilt, 10s 6d <box>956 382 1077 390</box>
speciality-item: Lot 4—1 pair Best Waterproof Nap Tweed Trousers, 21s <box>956 264 1098 280</box>
ad-text: MONEY TO LEND, in Large or Small Sums, at a moderate rate of interest.—Jackson and Russell, Solicitors, Fort-street, Auckland. <box>225 1229 325 1259</box>
timetable-date: ON AND AFTER APRIL 1st, 1884. <box>846 841 938 849</box>
notice-date: Hamilton, Nov. 20th, 1883. <box>240 1070 310 1078</box>
timetable-station: Papakura <box>826 934 854 942</box>
divider <box>235 665 315 666</box>
gunmaker-trade: GUNMAKER. <box>474 928 513 936</box>
ad-text: Also a fine lot of APPLE and PEAR TREES; also Clean and Splendidly Rooted Fruit Trees, being transplanted every season. Inspection invited; Catalogues post free. <box>686 760 817 790</box>
notice-heading: TIMBER FOR THE MILLION. <box>458 222 529 241</box>
sale-title: Cambridge Horse Sale. <box>235 318 315 328</box>
speciality-item: Lot 25—1 Gent's Black or Drab Soft Felt Hat, 6s 6d <box>956 495 1088 503</box>
product-name: HUNTING DEFIANCE WATCH <box>337 941 423 949</box>
sale-time: At 1 o'clock. <box>258 644 292 652</box>
sale-time: At 1 o'clock. <box>258 280 292 288</box>
ad-text: ON SALE.—Flour, Sharps, Bran, Oats, Oatmeal, Pearl Wheat, Pollard, Chaff, Cheese, Bacon, Potatoes, Lard, &c. JOHN KNOX, Auckland. <box>225 1193 325 1223</box>
ad-text: I am prepared to forward Fruit Trees to any address (packed free of charge and placed on the wharf) in quantities of not less than Twenty Trees. Apply for Catalogues. <box>686 834 817 863</box>
article-heading: FRUIT-GROWING IN CALIFORNIA. <box>121 42 218 64</box>
article-paragraph: A WRITER in the North American Review gives the following list of inventions recently patented in the United States by women. But the writer (says the Scientific American) has omitted from his list a large number of patents which have been granted to the fair sex, some of which have proved of considerable value to the patentees. The writer commences his list with a spinning machine capable of running from twelve to forty threads; a rotary loom doing three times the work of an ordinary loom; a chain elevator; screw stock for wrenching; a fire escape; a wool feeder and weigher, one of the most delicate machines ever invented, and of incalculable benefit to every wool manufacturer; a portable reservoir for use in case of fire; a process for burning petroleum in place of wood and coal for steam generating purposes; an improvement in spark arresters; and a locomotive chimney to signal for street crossings. <box>15 1097 114 1287</box>
builder-trade: Builder and Contractor. <box>582 437 643 445</box>
parcel-system-banner: THE WORLD-FAMED PARCEL SYSTEM. <box>686 93 1098 134</box>
warehouse-address: 289, Upper Queen-street, AUCKLAND. <box>561 330 664 338</box>
divider <box>447 379 540 380</box>
agent-line: AGENT FOR LITTLE'S SHEEP DIP. <box>227 878 323 886</box>
article-paragraph: In the United States the number of Sunday-school teachers is 932,283, and of scholars 6,820,835. It requires $400,000, a year to meet the expenses of the Vatican, which are paid by Peter's pence and interest on the capital left by Pius IX. <box>15 532 114 583</box>
south-heading: SOUTH.—WEEK DAYS. <box>826 870 958 879</box>
